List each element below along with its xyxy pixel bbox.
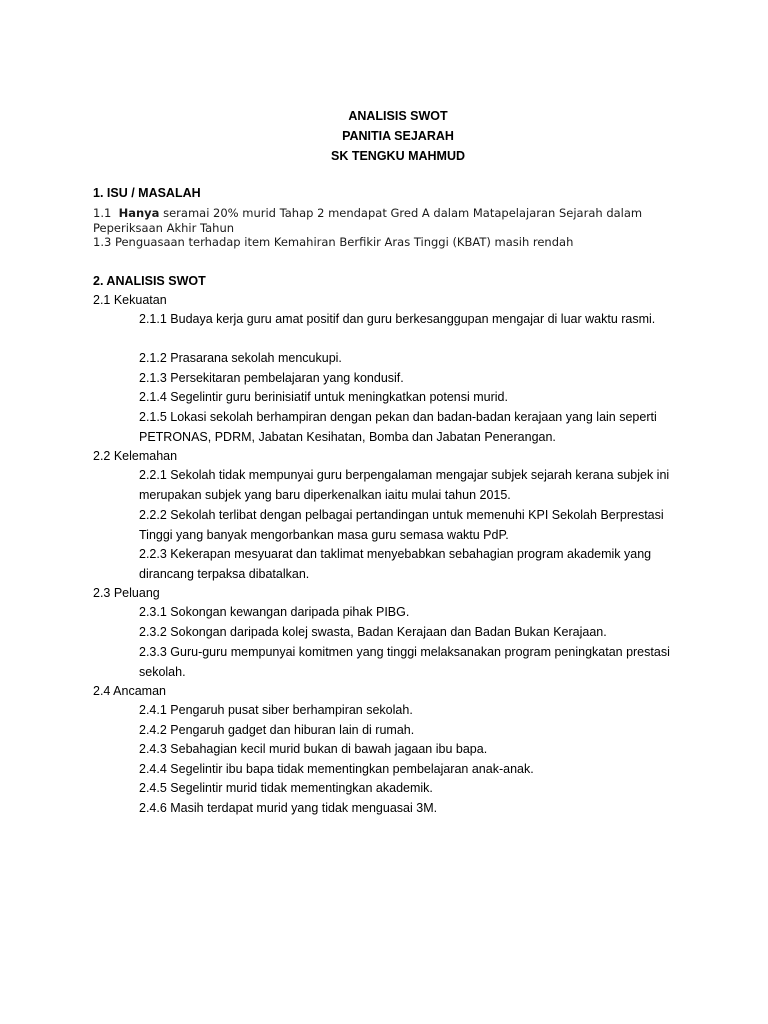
list-item-2-4-5: 2.4.5 Segelintir murid tidak mementingkan akademik.: [139, 781, 433, 795]
title-line-2: PANITIA SEJARAH: [342, 129, 454, 143]
subheading-ancaman: 2.4 Ancaman: [93, 684, 166, 698]
list-item-2-1-5: 2.1.5 Lokasi sekolah berhampiran dengan pekan dan badan-badan kerajaan yang lain seperti PETRONAS, PDRM, Jabatan Kesihatan, Bomba dan Jabatan Penerangan.: [139, 410, 657, 444]
list-item-2-1-2: 2.1.2 Prasarana sekolah mencukupi.: [139, 351, 342, 365]
section-heading-isu: 1. ISU / MASALAH: [93, 186, 201, 200]
list-item-2-2-3: 2.2.3 Kekerapan mesyuarat dan taklimat menyebabkan sebahagian program akademik yang dirancang terpaksa dibatalkan.: [139, 547, 652, 581]
list-item-2-1-4: 2.1.4 Segelintir guru berinisiatif untuk meningkatkan potensi murid.: [139, 390, 508, 404]
list-item-2-4-2: 2.4.2 Pengaruh gadget dan hiburan lain di rumah.: [139, 723, 415, 737]
issue-1-1: [93, 206, 673, 235]
issue-1-3: 1.3 Penguasaan terhadap item Kemahiran Berfikir Aras Tinggi (KBAT) masih rendah: [93, 235, 574, 249]
list-item-2-4-4: 2.4.4 Segelintir ibu bapa tidak mementingkan pembelajaran anak-anak.: [139, 762, 534, 776]
subheading-kelemahan: 2.2 Kelemahan: [93, 449, 178, 463]
list-item-2-1-1: 2.1.1 Budaya kerja guru amat positif dan guru berkesanggupan mengajar di luar waktu rasmi.: [139, 312, 656, 326]
subheading-peluang: 2.3 Peluang: [93, 586, 160, 600]
list-item-2-3-2: 2.3.2 Sokongan daripada kolej swasta, Badan Kerajaan dan Badan Bukan Kerajaan.: [139, 625, 607, 639]
issue-1-1-emphasis: Hanya: [118, 206, 160, 220]
list-item-2-4-6: 2.4.6 Masih terdapat murid yang tidak menguasai 3M.: [139, 801, 438, 815]
title-line-3: SK TENGKU MAHMUD: [330, 149, 466, 163]
issue-1-1-number: 1.1: [93, 206, 112, 220]
subheading-kekuatan: 2.1 Kekuatan: [93, 293, 167, 307]
document-title: [0, 106, 768, 166]
list-item-2-3-3: 2.3.3 Guru-guru mempunyai komitmen yang tinggi melaksanakan program peningkatan prestasi sekolah.: [139, 645, 670, 679]
section-heading-analisis: 2. ANALISIS SWOT: [93, 274, 206, 288]
list-item-2-2-2: 2.2.2 Sekolah terlibat dengan pelbagai pertandingan untuk memenuhi KPI Sekolah Berprestasi Tinggi yang banyak mengorbankan masa guru semasa waktu PdP.: [139, 508, 664, 542]
list-item-2-2-1: 2.2.1 Sekolah tidak mempunyai guru berpengalaman mengajar subjek sejarah kerana subjek ini merupakan subjek yang baru diperkenalkan iaitu mulai tahun 2015.: [139, 468, 670, 502]
list-item-2-4-3: 2.4.3 Sebahagian kecil murid bukan di bawah jagaan ibu bapa.: [139, 742, 488, 756]
issue-1-1-text: seramai 20% murid Tahap 2 mendapat Gred A dalam Matapelajaran Sejarah dalam Peperiksaan Akhir Tahun: [93, 206, 643, 235]
list-item-2-4-1: 2.4.1 Pengaruh pusat siber berhampiran sekolah.: [139, 703, 413, 717]
list-item-2-1-3: 2.1.3 Persekitaran pembelajaran yang kondusif.: [139, 371, 404, 385]
title-line-1: ANALISIS SWOT: [348, 109, 448, 123]
list-item-2-3-1: 2.3.1 Sokongan kewangan daripada pihak PIBG.: [139, 605, 410, 619]
